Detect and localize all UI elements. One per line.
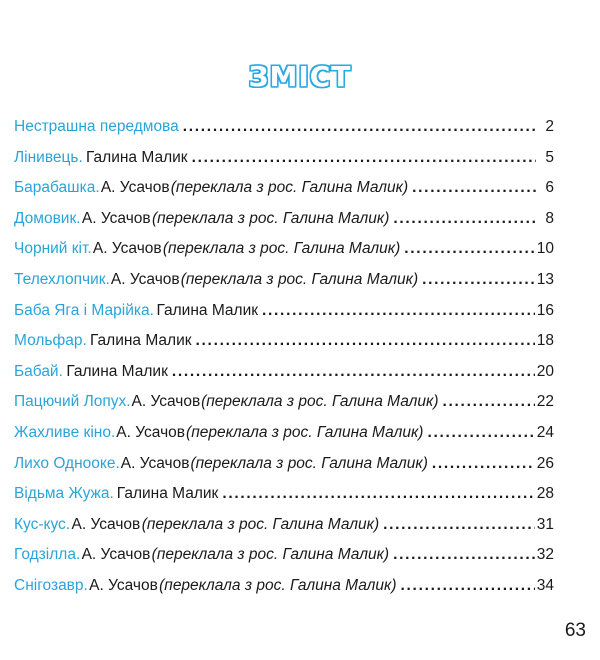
page-ref: 5: [545, 148, 554, 166]
translation-note: (переклала з рос. Галина Малик): [151, 209, 390, 227]
page-ref: 24: [536, 423, 554, 441]
dot-leader: [172, 363, 535, 381]
dot-leader: [401, 577, 535, 595]
story-title: Кус-кус.: [14, 515, 71, 533]
translation-note: (переклала з рос. Галина Малик): [159, 576, 397, 594]
author-name: Галина Малик: [86, 148, 188, 166]
translation-note: (переклала з рос. Галина Малик): [201, 393, 439, 411]
toc-entry[interactable]: [14, 210, 554, 241]
story-title: Баба Яга і Марійка.: [14, 301, 154, 319]
author-name: А. Усачов: [71, 515, 141, 533]
story-title: Бабай.: [14, 362, 63, 380]
toc-entry[interactable]: [14, 424, 554, 455]
page-ref: 18: [536, 332, 554, 350]
dot-leader: [262, 302, 535, 320]
toc-entry[interactable]: [14, 149, 554, 180]
dot-leader: [422, 271, 535, 289]
toc-entry[interactable]: [14, 546, 554, 577]
translation-note: (переклала з рос. Галина Малик): [162, 240, 401, 258]
author-name: Галина Малик: [156, 301, 259, 319]
author-name: А. Усачов: [120, 454, 190, 472]
toc-entry[interactable]: [14, 332, 554, 363]
story-title: Домовик.: [14, 209, 81, 227]
translation-note: (переклала з рос. Галина Малик): [141, 515, 380, 533]
author-name: А. Усачов: [89, 576, 158, 594]
page-ref: 2: [545, 118, 554, 135]
story-title: Мольфар.: [14, 332, 87, 350]
page-ref: 32: [536, 546, 554, 564]
dot-leader: [427, 424, 534, 442]
page-ref: 8: [545, 209, 554, 227]
page-ref: 16: [536, 301, 554, 319]
author-name: А. Усачов: [81, 209, 151, 227]
translation-note: (переклала з рос. Галина Малик): [186, 423, 424, 441]
story-title: Нестрашна передмова: [14, 118, 179, 135]
toc-entry[interactable]: [14, 363, 554, 394]
page-ref: 13: [536, 270, 554, 288]
toc-entry[interactable]: [14, 271, 554, 302]
dot-leader: [443, 393, 535, 411]
toc-entry[interactable]: [14, 577, 554, 608]
story-title: Пацючий Лопух.: [14, 393, 131, 411]
dot-leader: [383, 516, 535, 534]
toc-entry[interactable]: [14, 179, 554, 210]
page-ref: 10: [536, 240, 554, 258]
dot-leader: [183, 118, 536, 136]
dot-leader: [196, 332, 535, 350]
author-name: А. Усачов: [81, 546, 151, 564]
translation-note: (переклала з рос. Галина Малик): [170, 179, 409, 197]
toc-entry[interactable]: [14, 240, 554, 271]
author-name: Галина Малик: [90, 332, 192, 350]
story-title: Чорний кіт.: [14, 240, 92, 258]
toc-entry[interactable]: [14, 393, 554, 424]
toc-entry[interactable]: [14, 485, 554, 516]
author-name: Галина Малик: [116, 485, 219, 503]
table-of-contents: [14, 118, 554, 608]
page-ref: 6: [545, 179, 554, 197]
dot-leader: [393, 546, 535, 564]
page-title: ЗМІСТ: [248, 60, 352, 93]
toc-entry[interactable]: [14, 302, 554, 333]
dot-leader: [393, 210, 536, 228]
story-title: Телехлопчик.: [14, 270, 110, 288]
story-title: Лихо Однооке.: [14, 454, 120, 472]
story-title: Годзілла.: [14, 546, 81, 564]
story-title: Барабашка.: [14, 179, 100, 197]
dot-leader: [412, 179, 536, 197]
page-ref: 26: [536, 454, 554, 472]
author-name: А. Усачов: [110, 270, 180, 288]
dot-leader: [432, 455, 535, 473]
page-ref: 22: [536, 393, 554, 411]
author-name: А. Усачов: [92, 240, 162, 258]
toc-entry[interactable]: [14, 516, 554, 547]
translation-note: (переклала з рос. Галина Малик): [180, 270, 419, 288]
dot-leader: [404, 240, 534, 258]
author-name: А. Усачов: [100, 179, 170, 197]
translation-note: (переклала з рос. Галина Малик): [151, 546, 390, 564]
page-ref: 28: [536, 485, 554, 503]
story-title: Жахливе кіно.: [14, 423, 116, 441]
page-ref: 20: [536, 362, 554, 380]
toc-entry[interactable]: [14, 455, 554, 486]
story-title: Лінивець.: [14, 148, 83, 166]
author-name: Галина Малик: [66, 362, 168, 380]
page-number: 63: [564, 620, 586, 641]
translation-note: (переклала з рос. Галина Малик): [190, 454, 428, 472]
toc-entry[interactable]: [14, 118, 554, 149]
page-ref: 34: [536, 576, 554, 594]
story-title: Снігозавр.: [14, 576, 88, 594]
page-ref: 31: [536, 515, 554, 533]
dot-leader: [222, 485, 534, 503]
dot-leader: [192, 149, 536, 167]
author-name: А. Усачов: [131, 393, 201, 411]
author-name: А. Усачов: [116, 423, 186, 441]
story-title: Відьма Жужа.: [14, 485, 114, 503]
